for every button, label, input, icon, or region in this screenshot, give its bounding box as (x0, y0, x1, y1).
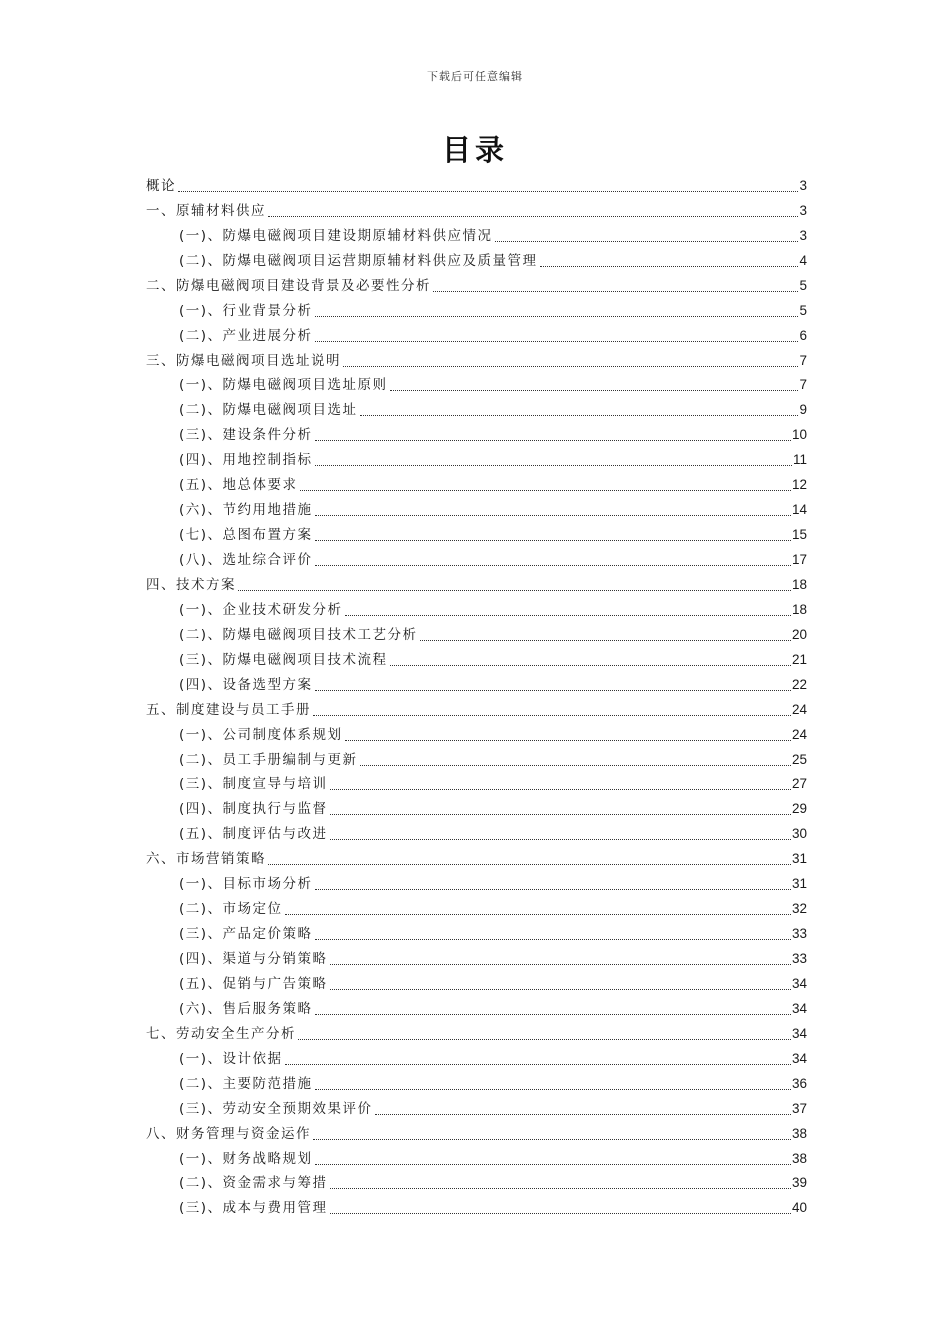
toc-dot-leader (315, 316, 799, 317)
toc-dot-leader (495, 241, 799, 242)
toc-dot-leader (420, 640, 791, 641)
toc-dot-leader (313, 1139, 791, 1140)
toc-page-number: 31 (791, 876, 807, 892)
toc-page-number: 22 (791, 676, 807, 692)
toc-dot-leader (285, 914, 791, 915)
toc-dot-leader (315, 1164, 791, 1165)
toc-entry[interactable] (146, 748, 807, 773)
toc-entry-text: (四)、用地控制指标 (179, 452, 313, 469)
toc-entry-text: (一)、目标市场分析 (179, 876, 313, 893)
toc-page-number: 38 (791, 1125, 807, 1141)
toc-dot-leader (268, 864, 791, 865)
toc-entry[interactable] (146, 349, 807, 374)
toc-entry-text: (三)、防爆电磁阀项目技术流程 (179, 651, 388, 668)
toc-entry-text: (一)、行业背景分析 (179, 302, 313, 319)
toc-page-number: 29 (791, 801, 807, 817)
toc-entry[interactable] (146, 1097, 807, 1122)
toc-entry-text: (二)、主要防范措施 (179, 1075, 313, 1092)
toc-entry-text: 七、劳动安全生产分析 (146, 1025, 296, 1042)
toc-entry-text: (一)、公司制度体系规划 (179, 726, 343, 743)
toc-page-number: 27 (791, 776, 807, 792)
toc-dot-leader (315, 341, 799, 342)
toc-page-number: 21 (791, 651, 807, 667)
toc-entry-text: (五)、促销与广告策略 (179, 975, 328, 992)
toc-dot-leader (375, 1114, 791, 1115)
toc-entry-text: 一、原辅材料供应 (146, 202, 266, 219)
toc-page-number: 34 (791, 1000, 807, 1016)
toc-entry[interactable] (146, 648, 807, 673)
toc-entry[interactable] (146, 872, 807, 897)
toc-dot-leader (315, 465, 792, 466)
toc-page-number: 30 (791, 826, 807, 842)
toc-page-number: 4 (799, 252, 807, 268)
toc-entry-text: (四)、渠道与分销策略 (179, 951, 328, 968)
toc-page-number: 7 (799, 377, 807, 393)
toc-dot-leader (345, 615, 791, 616)
toc-entry[interactable] (146, 199, 807, 224)
toc-entry-text: (六)、售后服务策略 (179, 1000, 313, 1017)
toc-dot-leader (178, 191, 798, 192)
toc-entry[interactable] (146, 1147, 807, 1172)
toc-dot-leader (285, 1064, 791, 1065)
toc-page-number: 40 (791, 1200, 807, 1216)
toc-page-number: 34 (791, 1025, 807, 1041)
toc-page-number: 34 (791, 975, 807, 991)
toc-entry-text: 二、防爆电磁阀项目建设背景及必要性分析 (146, 277, 431, 294)
toc-dot-leader (360, 415, 799, 416)
toc-entry-text: (二)、防爆电磁阀项目运营期原辅材料供应及质量管理 (179, 252, 538, 269)
toc-dot-leader (330, 839, 791, 840)
toc-dot-leader (238, 590, 791, 591)
toc-page-number: 14 (791, 502, 807, 518)
toc-entry-text: (二)、防爆电磁阀项目技术工艺分析 (179, 626, 418, 643)
toc-entry[interactable] (146, 922, 807, 947)
toc-entry-text: (四)、制度执行与监督 (179, 801, 328, 818)
toc-entry[interactable] (146, 673, 807, 698)
toc-page-number: 3 (799, 177, 807, 193)
toc-entry[interactable] (146, 1172, 807, 1197)
toc-page-number: 12 (791, 477, 807, 493)
toc-entry-text: (三)、制度宣导与培训 (179, 776, 328, 793)
toc-entry[interactable] (146, 997, 807, 1022)
toc-dot-leader (315, 1089, 791, 1090)
toc-page-number: 33 (791, 951, 807, 967)
toc-page-number: 11 (792, 452, 807, 468)
toc-page-number: 20 (791, 626, 807, 642)
toc-entry[interactable] (146, 274, 807, 299)
toc-page-number: 7 (799, 352, 807, 368)
toc-page-number: 18 (791, 601, 807, 617)
toc-entry-text: (八)、选址综合评价 (179, 552, 313, 569)
toc-dot-leader (330, 789, 791, 790)
toc-entry[interactable] (146, 698, 807, 723)
toc-page-number: 3 (799, 227, 807, 243)
toc-dot-leader (315, 540, 791, 541)
toc-entry[interactable] (146, 299, 807, 324)
toc-page-number: 9 (799, 402, 807, 418)
toc-dot-leader (330, 1213, 791, 1214)
toc-page-number: 36 (791, 1075, 807, 1091)
toc-entry-text: (二)、产业进展分析 (179, 327, 313, 344)
toc-dot-leader (313, 715, 791, 716)
toc-dot-leader (315, 1014, 791, 1015)
toc-dot-leader (390, 390, 799, 391)
toc-entry-text: (五)、地总体要求 (179, 477, 298, 494)
toc-page-number: 18 (791, 576, 807, 592)
toc-entry-text: (六)、节约用地措施 (179, 502, 313, 519)
toc-entry[interactable] (146, 723, 807, 748)
toc-page-number: 34 (791, 1050, 807, 1066)
toc-page-number: 32 (791, 901, 807, 917)
toc-dot-leader (315, 889, 791, 890)
toc-dot-leader (330, 989, 791, 990)
toc-page-number: 17 (791, 552, 807, 568)
toc-entry-text: 五、制度建设与员工手册 (146, 701, 311, 718)
toc-entry[interactable] (146, 324, 807, 349)
toc-entry-text: (三)、劳动安全预期效果评价 (179, 1100, 373, 1117)
toc-entry-text: (五)、制度评估与改进 (179, 826, 328, 843)
toc-title: 目录 (441, 133, 508, 167)
toc-page-number: 37 (791, 1100, 807, 1116)
toc-entry[interactable] (146, 797, 807, 822)
toc-entry[interactable] (146, 1122, 807, 1147)
toc-entry[interactable] (146, 822, 807, 847)
toc-entry-text: (三)、产品定价策略 (179, 926, 313, 943)
toc-dot-leader (330, 814, 791, 815)
toc-entry-text: (一)、防爆电磁阀项目建设期原辅材料供应情况 (179, 227, 493, 244)
toc-entry[interactable] (146, 1022, 807, 1047)
toc-entry-text: 六、市场营销策略 (146, 851, 266, 868)
toc-dot-leader (315, 939, 791, 940)
toc-entry[interactable] (146, 473, 807, 498)
toc-dot-leader (315, 690, 791, 691)
toc-dot-leader (315, 565, 791, 566)
toc-entry-text: (四)、设备选型方案 (179, 676, 313, 693)
toc-entry-text: (七)、总图布置方案 (179, 527, 313, 544)
toc-entry-text: 四、技术方案 (146, 576, 236, 593)
toc-entry[interactable] (146, 972, 807, 997)
toc-page-number: 10 (791, 427, 807, 443)
table-of-contents (146, 174, 807, 1221)
toc-entry-text: (二)、员工手册编制与更新 (179, 751, 358, 768)
toc-entry[interactable] (146, 623, 807, 648)
toc-entry[interactable] (146, 773, 807, 798)
toc-entry-text: (三)、成本与费用管理 (179, 1200, 328, 1217)
toc-entry-text: 八、财务管理与资金运作 (146, 1125, 311, 1142)
toc-entry[interactable] (146, 548, 807, 573)
toc-page-number: 3 (799, 202, 807, 218)
toc-entry-text: (二)、防爆电磁阀项目选址 (179, 402, 358, 419)
toc-page-number: 33 (791, 926, 807, 942)
toc-dot-leader (390, 665, 791, 666)
toc-entry[interactable] (146, 398, 807, 423)
toc-entry-text: (一)、财务战略规划 (179, 1150, 313, 1167)
toc-entry[interactable] (146, 947, 807, 972)
toc-dot-leader (345, 740, 791, 741)
toc-page-number: 25 (791, 751, 807, 767)
toc-entry[interactable] (146, 249, 807, 274)
toc-dot-leader (298, 1039, 791, 1040)
toc-entry-text: 概论 (146, 177, 176, 194)
toc-entry-text: 三、防爆电磁阀项目选址说明 (146, 352, 341, 369)
toc-dot-leader (330, 1188, 791, 1189)
toc-entry[interactable] (146, 448, 807, 473)
toc-entry-text: (一)、设计依据 (179, 1050, 283, 1067)
toc-dot-leader (330, 964, 791, 965)
toc-page-number: 38 (791, 1150, 807, 1166)
toc-dot-leader (360, 765, 791, 766)
toc-entry[interactable] (146, 423, 807, 448)
toc-entry[interactable] (146, 1047, 807, 1072)
toc-entry-text: (二)、资金需求与筹措 (179, 1175, 328, 1192)
header-note: 下载后可任意编辑 (427, 70, 523, 83)
toc-entry[interactable] (146, 847, 807, 872)
toc-page-number: 24 (791, 701, 807, 717)
toc-entry[interactable] (146, 374, 807, 399)
toc-entry-text: (三)、建设条件分析 (179, 427, 313, 444)
toc-entry[interactable] (146, 174, 807, 199)
toc-page-number: 39 (791, 1175, 807, 1191)
toc-entry[interactable] (146, 1196, 807, 1221)
toc-dot-leader (300, 490, 791, 491)
toc-dot-leader (315, 515, 791, 516)
toc-entry[interactable] (146, 573, 807, 598)
toc-dot-leader (343, 366, 798, 367)
toc-page-number: 5 (799, 277, 807, 293)
toc-dot-leader (268, 216, 798, 217)
toc-entry-text: (二)、市场定位 (179, 901, 283, 918)
toc-entry[interactable] (146, 224, 807, 249)
toc-entry-text: (一)、企业技术研发分析 (179, 601, 343, 618)
toc-dot-leader (315, 440, 791, 441)
toc-entry-text: (一)、防爆电磁阀项目选址原则 (179, 377, 388, 394)
toc-page-number: 15 (791, 527, 807, 543)
toc-entry[interactable] (146, 498, 807, 523)
toc-dot-leader (540, 266, 799, 267)
toc-entry[interactable] (146, 897, 807, 922)
toc-page-number: 6 (799, 327, 807, 343)
toc-entry[interactable] (146, 598, 807, 623)
toc-page-number: 31 (791, 851, 807, 867)
toc-entry[interactable] (146, 523, 807, 548)
toc-dot-leader (433, 291, 798, 292)
toc-page-number: 24 (791, 726, 807, 742)
toc-entry[interactable] (146, 1072, 807, 1097)
toc-page-number: 5 (799, 302, 807, 318)
